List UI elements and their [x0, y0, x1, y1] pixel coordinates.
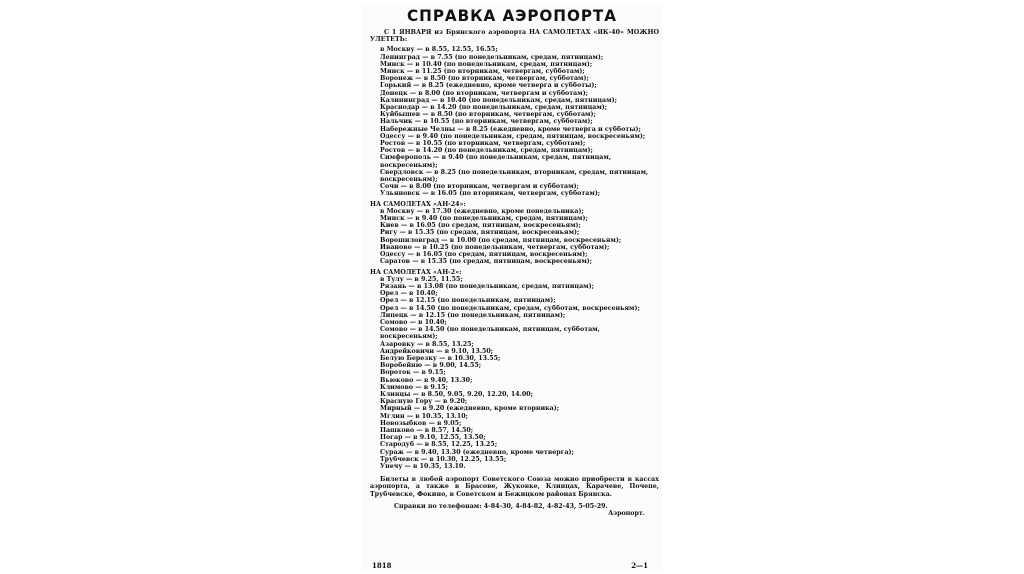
list-item: Липецк — в 12.15 (по понедельникам, пятницам);	[380, 311, 566, 319]
list-item: Воронеж — в 8.50 (по вторникам, четвергам, субботам);	[380, 75, 589, 83]
list-item: в Москву — в 17.30 (ежедневно, кроме понедельника);	[380, 207, 584, 215]
list-item: Киев — в 16.05 (по средам, пятницам, воскресеньям);	[380, 222, 581, 230]
list-item: Белую Березку — в 10.30, 13.55;	[380, 354, 501, 362]
list-item: Орел — в 12.15 (по понедельникам, пятницам);	[380, 297, 556, 305]
list-item: Азаровку — в 8.55, 13.25;	[380, 340, 474, 348]
list-item: в Москву — в 8.55, 12.55, 16.55;	[380, 46, 498, 54]
list-item: Сураж — в 9.40, 13.30 (ежедневно, кроме четверга);	[380, 448, 574, 456]
list-item: Ростов — в 14.20 (по понедельникам, средам, пятницам);	[380, 147, 593, 155]
issue-number: 1818	[372, 561, 392, 570]
list-item: Воробейню — в 9.00, 14.55;	[380, 362, 482, 370]
list-item: Саратов — в 15.35 (по средам, пятницам, воскресеньям);	[380, 258, 593, 266]
an24-heading: НА САМОЛЕТАХ «АН-24»:	[370, 200, 466, 208]
list-item: Минск — в 11.25 (по вторникам, четвергам, субботам);	[380, 68, 585, 76]
list-item: Вороток — в 9.15;	[380, 369, 446, 377]
list-item: Сомово — в 10.40;	[380, 318, 447, 326]
list-item: Унечу — в 10.35, 13.10.	[380, 462, 466, 470]
list-item: Сочи — в 8.00 (по вторникам, четвергам и субботам);	[380, 183, 579, 191]
list-item: Иваново — в 10.25 (по понедельникам, четвергам, субботам);	[380, 243, 610, 251]
newspaper-clipping	[362, 4, 662, 572]
ticket-info-paragraph: Билеты в любой аэропорт Советского Союза можно приобрести в кассах аэропорта, а также в Брасове, Жуковке, Клинцах, Карачеве, Почепе, Трубчевске, Фокино, в Советском и Бежицком районах Брянска.	[370, 476, 659, 498]
list-item: Климово — в 9.15;	[380, 383, 448, 391]
list-item: Куйбышев — в 8.50 (по вторникам, четвергам, субботам);	[380, 111, 596, 119]
an24-list	[370, 208, 659, 266]
list-item: Ростов — в 10.55 (по вторникам, четвергам, субботам);	[380, 140, 586, 148]
page-title: СПРАВКА АЭРОПОРТА	[407, 6, 617, 25]
list-item: Новозыбков — в 9.05;	[380, 419, 462, 427]
list-item: Стародуб — в 8.55, 12.25, 13.25;	[380, 441, 498, 449]
signature: Аэропорт.	[608, 510, 645, 517]
list-item: Мирный — в 9.20 (ежедневно, кроме вторника);	[380, 405, 560, 413]
print-code: 2—1	[631, 561, 648, 570]
list-item: Орел — в 10.40;	[380, 290, 438, 298]
list-item: Рязань — в 13.08 (по понедельникам, средам, пятницам);	[380, 282, 594, 290]
an2-heading: НА САМОЛЕТАХ «АН-2»:	[370, 268, 462, 276]
list-item: Трубчевск — в 10.30, 12.25, 13.55;	[380, 455, 507, 463]
list-item: Мглин — в 10.35, 13.10;	[380, 412, 468, 420]
yak40-list	[370, 46, 659, 197]
list-item: Ворошиловград — в 10.00 (по средам, пятницам, воскресеньям);	[380, 236, 622, 244]
an2-list	[370, 276, 659, 470]
list-item: Ленинград — в 7.55 (по понедельникам, средам, пятницам);	[380, 53, 604, 61]
list-item: Сомово — в 14.50 (по понедельникам, пятницам, субботам, воскресеньям);	[380, 326, 600, 341]
list-item: Симферополь — в 9.40 (по понедельникам, средам, пятницам, воскресеньям);	[380, 154, 612, 169]
list-item: Клинцы — в 8.50, 9.05, 9.20, 12.20, 14.00;	[380, 390, 533, 398]
list-item: Минск — в 10.40 (по понедельникам, средам, пятницам);	[380, 60, 593, 68]
list-item: Набережные Челны — в 8.25 (ежедневно, кроме четверга и субботы);	[380, 125, 641, 133]
list-item: Одессу — в 16.05 (по средам, пятницам, воскресеньям);	[380, 251, 588, 259]
list-item: Пашково — в 8.57, 14.50;	[380, 426, 474, 434]
intro-paragraph: С 1 ЯНВАРЯ из Брянского аэропорта НА САМОЛЕТАХ «ЯК-40» МОЖНО УЛЕТЕТЬ:	[370, 29, 659, 44]
list-item: Донецк — в 8.00 (по вторникам, четвергам и субботам);	[380, 89, 588, 97]
list-item: в Тулу — в 9.25, 11.55;	[380, 275, 463, 283]
list-item: Горький — в 8.25 (ежедневно, кроме четверга и субботы);	[380, 82, 597, 90]
list-item: Погар — в 9.10, 12.55, 13.50;	[380, 434, 486, 442]
list-item: Свердловск — в 8.25 (по понедельникам, вторникам, средам, пятницам, воскресеньям);	[380, 168, 649, 184]
list-item: Ульяновск — в 16.05 (по вторникам, четвергам, субботам);	[380, 190, 601, 198]
phone-numbers: Справки по телефонам: 4-84-30, 4-84-82, 4-82-43, 5-05-29.	[394, 502, 608, 510]
list-item: Одессу — в 9.40 (по понедельникам, средам, пятницам, воскресеньям);	[380, 132, 646, 140]
list-item: Нальчик — в 10.55 (по вторникам, четвергам, субботам);	[380, 118, 593, 126]
list-item: Андрейковичи — в 9.10, 13.50;	[380, 347, 494, 355]
list-item: Минск — в 9.40 (по понедельникам, средам, пятницам);	[380, 215, 588, 223]
list-item: Ригу — в 15.35 (по средам, пятницам, воскресеньям);	[380, 229, 580, 237]
schedule-body	[370, 29, 659, 517]
list-item: Вьюково — в 9.40, 13.30;	[380, 376, 473, 384]
list-item: Краснодар — в 14.20 (по понедельникам, средам, пятницам);	[380, 104, 608, 112]
list-item: Орел — в 14.50 (по понедельникам, средам, субботам, воскресеньям);	[380, 304, 640, 312]
list-item: Красную Гору — в 9.20;	[380, 398, 468, 406]
list-item: Калининград — в 10.40 (по понедельникам, средам, пятницам);	[380, 96, 617, 104]
